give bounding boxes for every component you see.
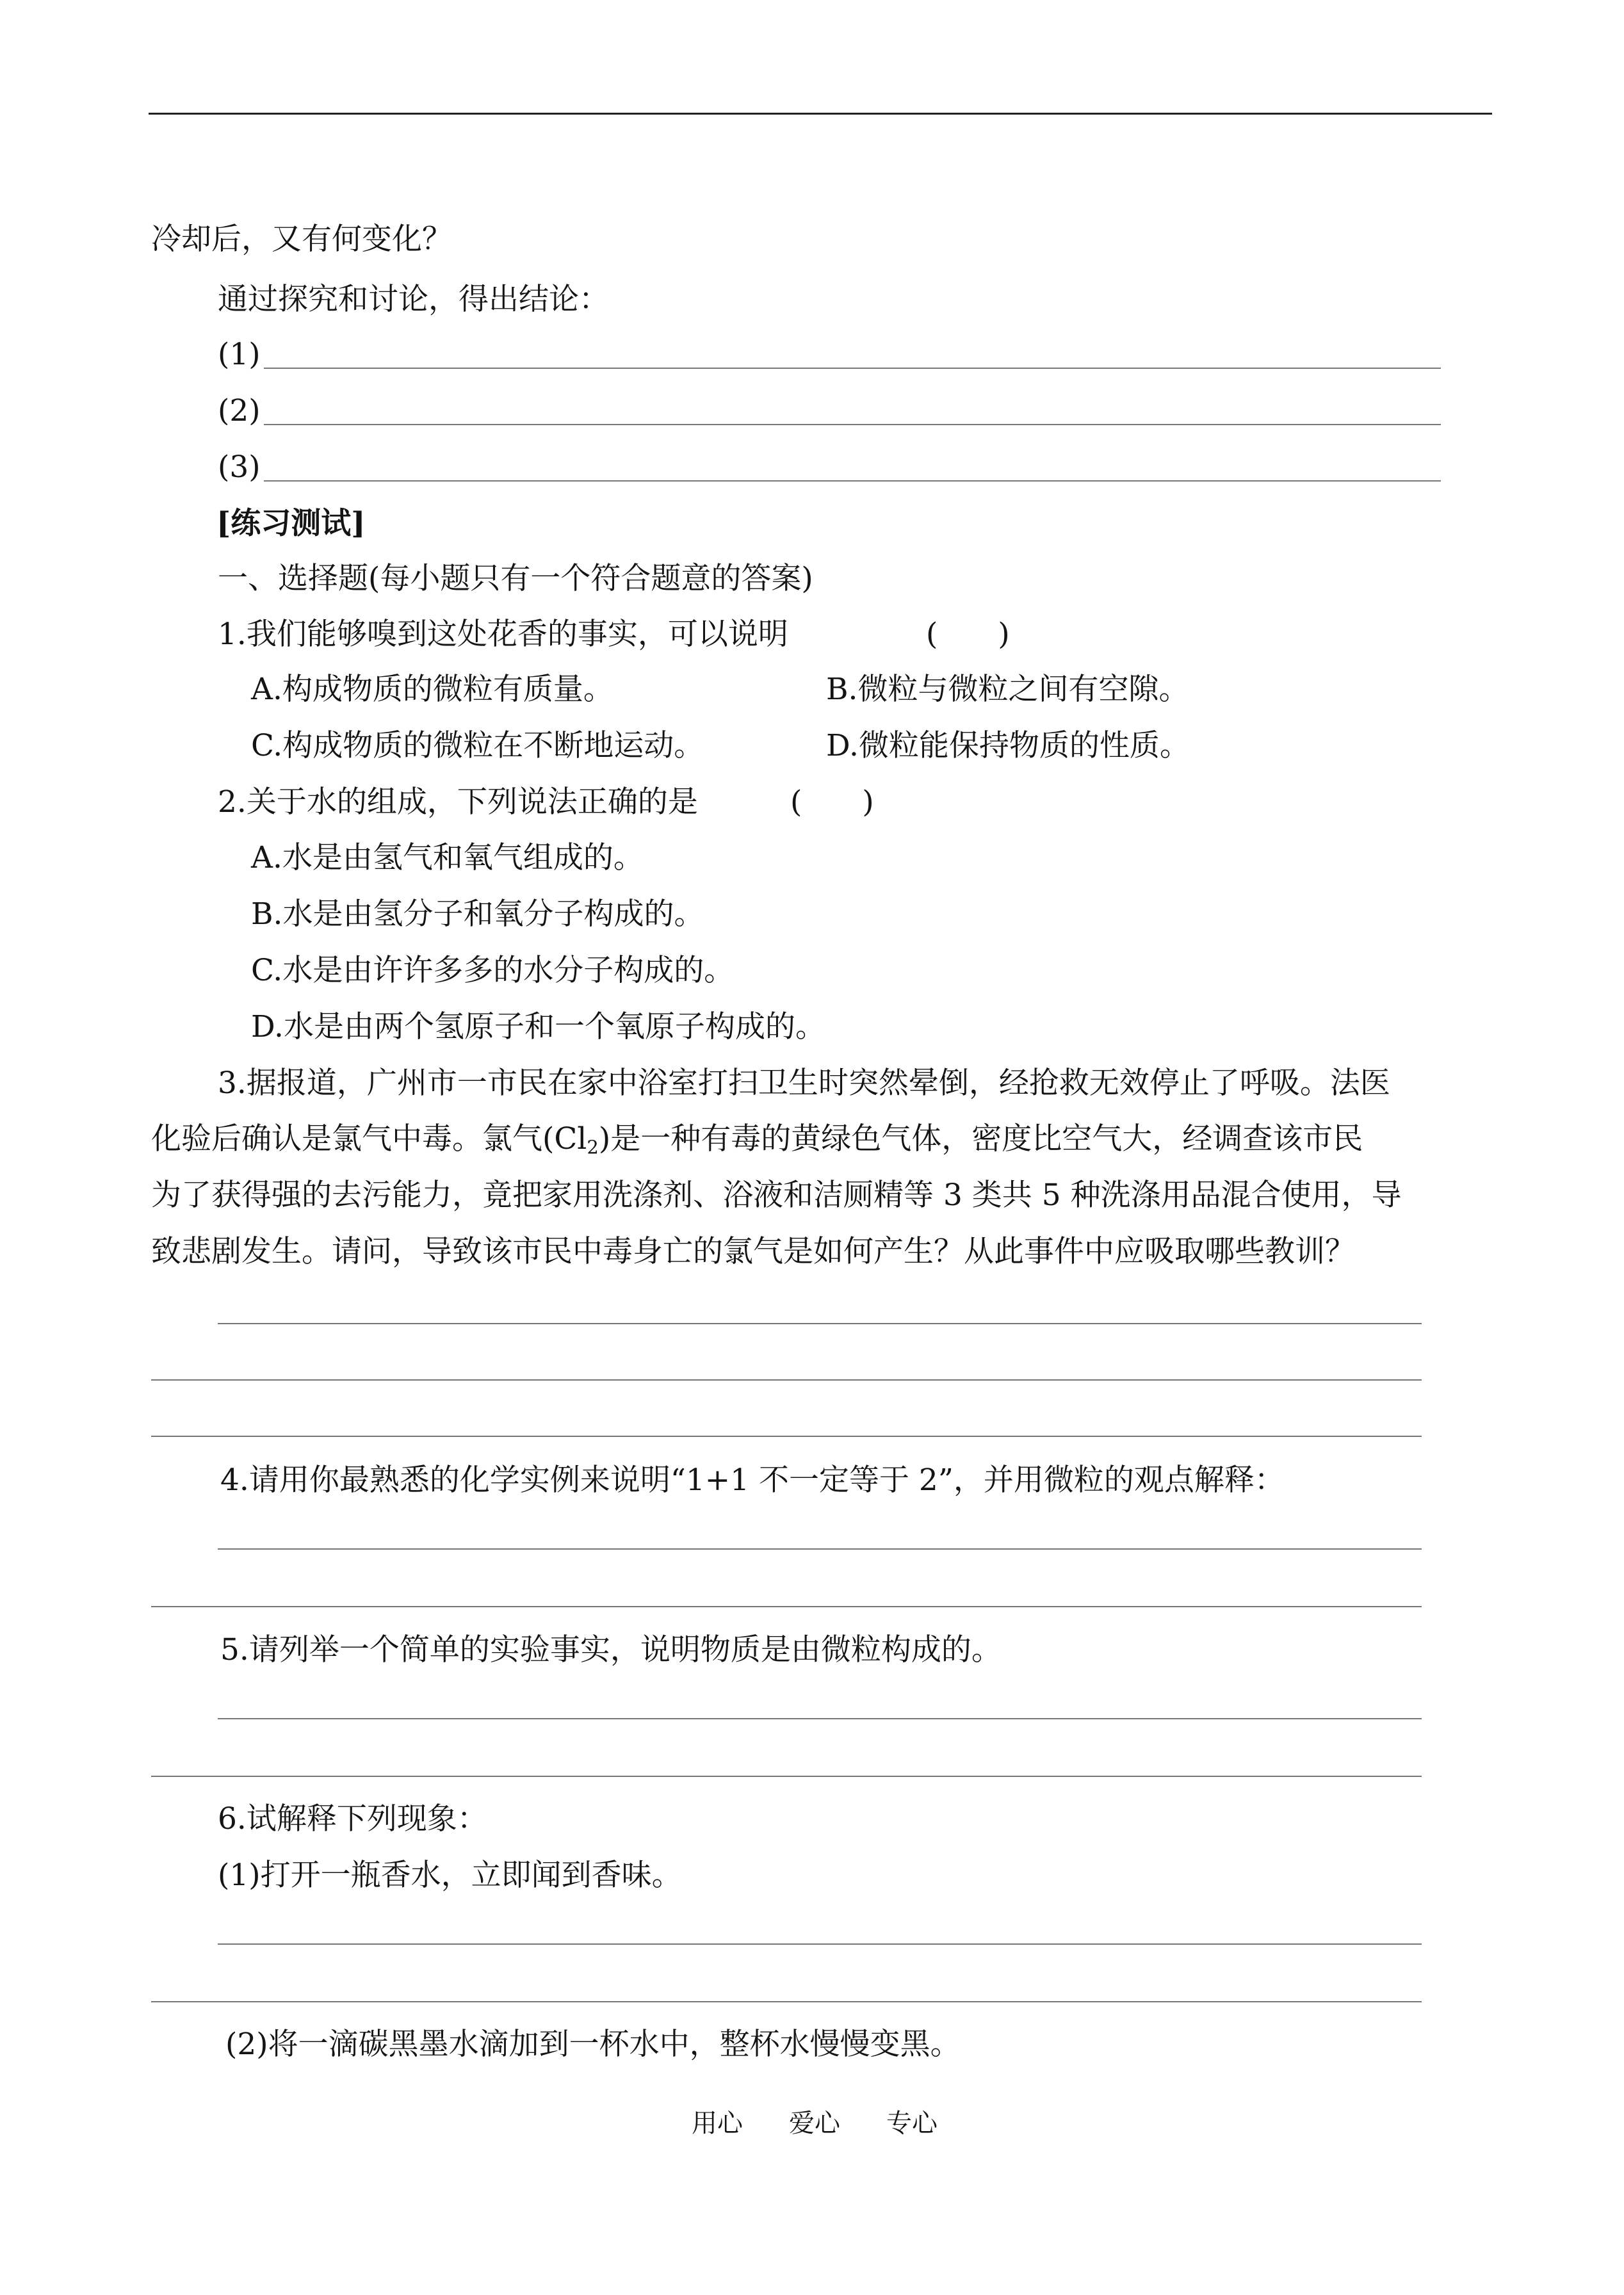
q6-1-answer-blank-1[interactable] [218, 1943, 1422, 1945]
q3-text-line-1: 3.据报道，广州市一市民在家中浴室打扫卫生时突然晕倒，经抢救无效停止了呼吸。法医 [218, 1066, 1390, 1101]
q1-option-a: A.构成物质的微粒有质量。 [251, 672, 613, 707]
q1-stem: 1.我们能够嗅到这处花香的事实，可以说明 [218, 617, 788, 652]
conclusion-blank-2[interactable] [264, 424, 1441, 425]
q4-answer-blank-1[interactable] [218, 1548, 1422, 1550]
q2-answer-paren[interactable]: ( ) [790, 784, 874, 820]
q3-text-line-3: 为了获得强的去污能力，竟把家用洗涤剂、浴液和洁厕精等 3 类共 5 种洗涤用品混合使用，导 [151, 1178, 1402, 1213]
q1-option-d: D.微粒能保持物质的性质。 [826, 728, 1190, 763]
header-rule [149, 113, 1492, 115]
q5-stem: 5.请列举一个简单的实验事实，说明物质是由微粒构成的。 [220, 1632, 1002, 1667]
footer-text-3: 专心 [886, 2109, 938, 2138]
q3-text-line-4: 致悲剧发生。请问，导致该市民中毒身亡的氯气是如何产生？从此事件中应吸取哪些教训？ [151, 1234, 1355, 1269]
q6-stem: 6.试解释下列现象： [218, 1801, 487, 1837]
conclusion-label-1: (1) [218, 337, 261, 372]
q6-sub-2: (2)将一滴碳黑墨水滴加到一杯水中，整杯水慢慢变黑。 [225, 2027, 961, 2062]
q2-option-c: C.水是由许许多多的水分子构成的。 [251, 953, 735, 988]
conclusion-label-2: (2) [218, 393, 261, 428]
conclusion-blank-1[interactable] [264, 368, 1441, 369]
conclusion-label-3: (3) [218, 450, 261, 485]
q4-answer-blank-2[interactable] [151, 1606, 1422, 1607]
q6-sub-1: (1)打开一瓶香水，立即闻到香味。 [218, 1858, 682, 1893]
q2-option-a: A.水是由氢气和氧气组成的。 [251, 840, 644, 875]
q2-option-b: B.水是由氢分子和氧分子构成的。 [251, 896, 704, 932]
conclusion-blank-3[interactable] [264, 480, 1441, 482]
q2-stem: 2.关于水的组成，下列说法正确的是 [218, 784, 698, 820]
chlorine-subscript: 2 [587, 1136, 599, 1158]
q3-answer-blank-3[interactable] [151, 1436, 1422, 1437]
section-title: [练习测试] [216, 506, 366, 541]
q1-option-b: B.微粒与微粒之间有空隙。 [826, 672, 1189, 707]
intro-line: 冷却后，又有何变化？ [151, 222, 452, 257]
q2-option-d: D.水是由两个氢原子和一个氧原子构成的。 [251, 1009, 825, 1044]
q4-stem: 4.请用你最熟悉的化学实例来说明“1+1 不一定等于 2”，并用微粒的观点解释： [220, 1463, 1285, 1498]
q1-option-c: C.构成物质的微粒在不断地运动。 [251, 728, 704, 763]
q3-text-line-2: 化验后确认是氯气中毒。氯气$(Cl_2)$是一种有毒的黄绿色气体，密度比空气大，经调查该市民 [151, 1121, 1363, 1158]
q6-1-answer-blank-2[interactable] [151, 2001, 1422, 2002]
footer-text-2: 爱心 [789, 2109, 840, 2138]
q3-answer-blank-1[interactable] [218, 1323, 1422, 1324]
q1-answer-paren[interactable]: ( ) [926, 617, 1010, 652]
q5-answer-blank-1[interactable] [218, 1718, 1422, 1719]
section-subtitle: 一、选择题(每小题只有一个符合题意的答案) [218, 561, 813, 596]
intro-conclusion-prompt: 通过探究和讨论，得出结论： [218, 282, 609, 317]
q3-answer-blank-2[interactable] [151, 1379, 1422, 1381]
q5-answer-blank-2[interactable] [151, 1776, 1422, 1777]
footer-text-1: 用心 [692, 2109, 743, 2138]
